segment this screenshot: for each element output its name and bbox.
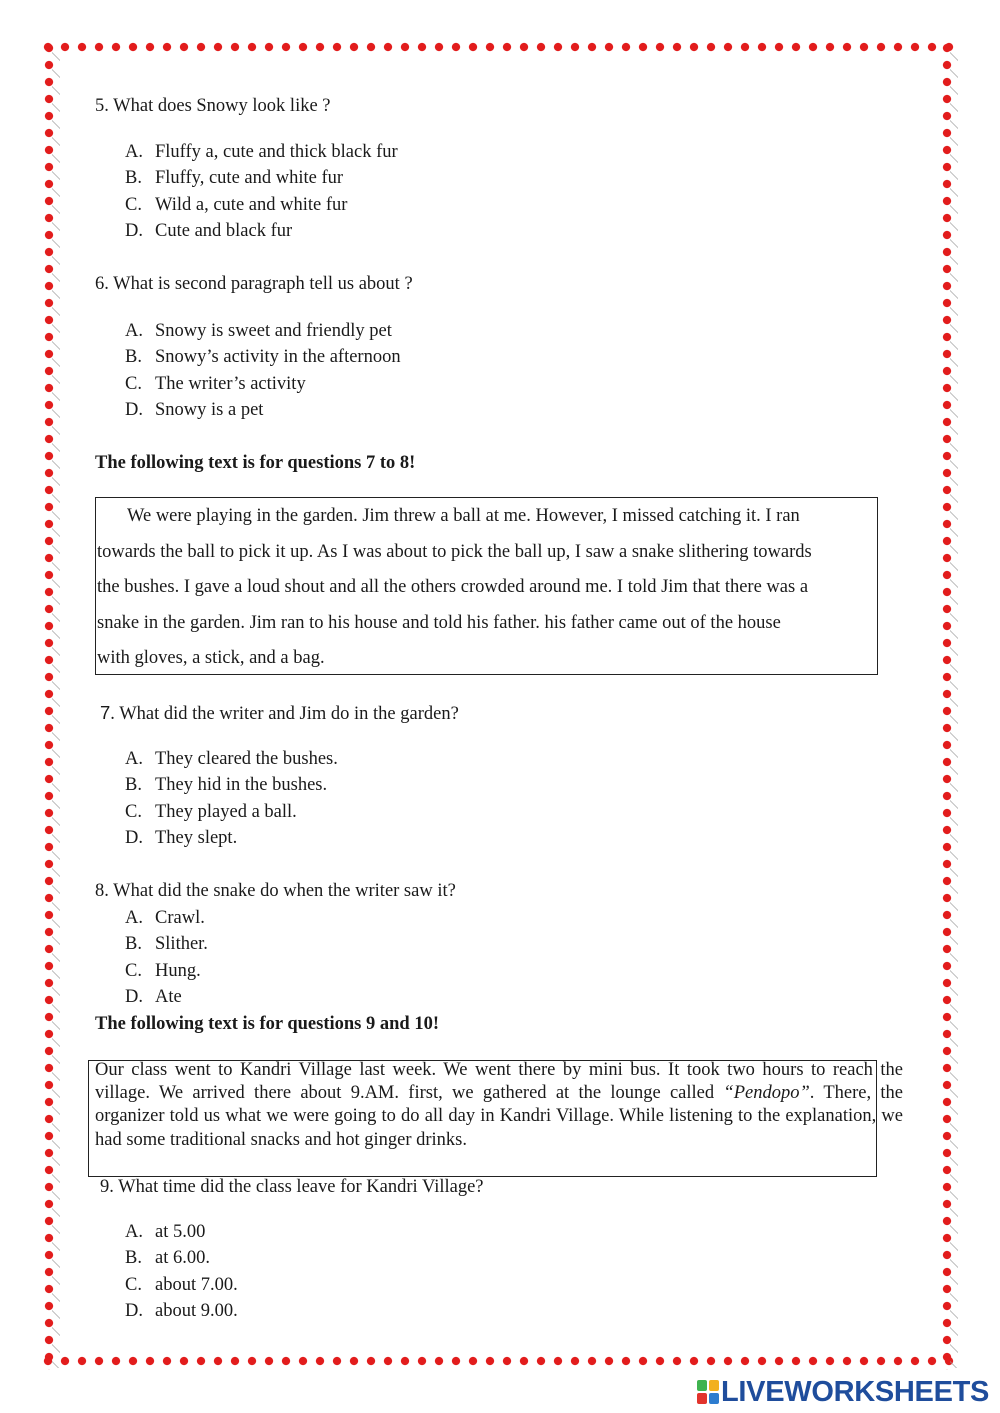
option-letter: D. <box>125 399 143 420</box>
option-text: Snowy is a pet <box>155 399 264 420</box>
question-7-text: . What did the writer and Jim do in the garden? <box>110 704 459 724</box>
option-text: Cute and black fur <box>155 220 293 241</box>
option-text: Ate <box>155 986 182 1007</box>
option-letter: A. <box>125 142 143 162</box>
option-letter: A. <box>125 321 143 341</box>
option[interactable] <box>125 960 208 986</box>
option[interactable] <box>125 373 401 399</box>
option[interactable] <box>125 801 338 827</box>
option-text: They cleared the bushes. <box>155 749 338 769</box>
option-text: Slither. <box>155 934 208 955</box>
section-heading-9-10: The following text is for questions 9 and 10! <box>95 1014 439 1034</box>
question-9: 9. What time did the class leave for Kandri Village? <box>100 1177 484 1197</box>
option[interactable] <box>125 827 338 853</box>
liveworksheets-logo[interactable] <box>697 1376 989 1408</box>
question-8-options <box>125 907 208 1012</box>
option[interactable] <box>125 907 208 933</box>
passage-text-end: . There, the organizer told us what we were going to do all day in Kandri Village. While listening to the explanation, we had some traditional snacks and hot ginger drinks. <box>95 1083 903 1150</box>
passage-line: the bushes. I gave a loud shout and all the others crowded around me. I told Jim that there was a <box>97 577 809 597</box>
border-bottom-dots <box>40 1352 960 1372</box>
option[interactable] <box>125 220 398 246</box>
passage-line: snake in the garden. Jim ran to his house and told his father. his father came out of the house <box>97 612 781 633</box>
option-text: Snowy’s activity in the afternoon <box>155 347 401 368</box>
option[interactable] <box>125 320 401 346</box>
option-text: The writer’s activity <box>155 373 306 394</box>
question-8: 8. What did the snake do when the writer saw it? <box>95 881 456 901</box>
option-letter: B. <box>125 168 142 189</box>
option-text: Wild a, cute and white fur <box>155 194 348 215</box>
option-text: They slept. <box>155 827 238 848</box>
logo-square <box>697 1380 707 1391</box>
option-letter: C. <box>125 801 142 822</box>
border-right-tails <box>950 48 964 1368</box>
question-6-options <box>125 320 401 425</box>
option[interactable] <box>125 141 398 167</box>
border-right-dots <box>938 40 958 1370</box>
logo-square <box>709 1380 719 1391</box>
option-text: They hid in the bushes. <box>155 775 328 796</box>
option-text: Hung. <box>155 960 201 981</box>
option-letter: D. <box>125 1300 143 1321</box>
passage-line: We were playing in the garden. Jim threw a ball at me. However, I missed catching it. I ran <box>127 506 800 526</box>
section-heading-7-8: The following text is for questions 7 to 8! <box>95 453 416 473</box>
question-5: 5. What does Snowy look like ? <box>95 96 331 116</box>
question-9-options <box>125 1221 238 1326</box>
passage-line: towards the ball to pick it up. As I was about to pick the ball up, I saw a snake slithering towards <box>97 541 812 562</box>
option-letter: D. <box>125 220 143 241</box>
logo-text: LIVEWORKSHEETS <box>721 1375 990 1408</box>
question-5-options <box>125 141 398 246</box>
option-text: about 9.00. <box>155 1300 238 1321</box>
border-left-tails <box>52 48 66 1368</box>
option-letter: C. <box>125 373 142 394</box>
option-text: Fluffy a, cute and thick black fur <box>155 142 398 162</box>
option[interactable] <box>125 1247 238 1273</box>
option-letter: B. <box>125 775 142 796</box>
option-text: at 5.00 <box>155 1222 206 1242</box>
option-letter: B. <box>125 934 142 955</box>
option[interactable] <box>125 986 208 1012</box>
option[interactable] <box>125 774 338 800</box>
option-text: about 7.00. <box>155 1274 238 1295</box>
liveworksheets-logo-icon <box>697 1380 719 1404</box>
question-6: 6. What is second paragraph tell us about ? <box>95 274 413 294</box>
question-7 <box>100 702 459 725</box>
option-letter: A. <box>125 908 143 928</box>
logo-square <box>697 1393 707 1404</box>
option[interactable] <box>125 1221 238 1247</box>
logo-square <box>709 1393 719 1404</box>
option-letter: C. <box>125 1274 142 1295</box>
reading-passage-2 <box>95 1059 903 1152</box>
border-top-dots <box>40 38 960 58</box>
option-text: at 6.00. <box>155 1248 210 1269</box>
border-left-dots <box>40 40 60 1370</box>
option[interactable] <box>125 1274 238 1300</box>
reading-passage-1 <box>95 497 878 675</box>
option[interactable] <box>125 167 398 193</box>
option-letter: A. <box>125 749 143 769</box>
question-7-options <box>125 748 338 853</box>
option-letter: C. <box>125 960 142 981</box>
passage-line: with gloves, a stick, and a bag. <box>97 648 325 668</box>
option[interactable] <box>125 933 208 959</box>
option-letter: C. <box>125 194 142 215</box>
option-letter: B. <box>125 1248 142 1269</box>
question-7-number: 7 <box>100 702 111 723</box>
option-letter: D. <box>125 827 143 848</box>
option-text: They played a ball. <box>155 801 297 822</box>
option-letter: B. <box>125 347 142 368</box>
option[interactable] <box>125 748 338 774</box>
option[interactable] <box>125 399 401 425</box>
option-text: Snowy is sweet and friendly pet <box>155 321 392 341</box>
passage-italic-term: “Pendopo” <box>723 1083 810 1104</box>
option[interactable] <box>125 194 398 220</box>
option-letter: D. <box>125 986 143 1007</box>
option-letter: A. <box>125 1222 143 1242</box>
option[interactable] <box>125 346 401 372</box>
option-text: Fluffy, cute and white fur <box>155 168 344 189</box>
option[interactable] <box>125 1300 238 1326</box>
option-text: Crawl. <box>155 908 205 928</box>
passage-text-start: Our class went to Kandri Village last week. We went there by mini bus. It took two hours to reach the village. We arrived there about 9.AM. first, we gathered at the lounge called <box>95 1060 903 1104</box>
